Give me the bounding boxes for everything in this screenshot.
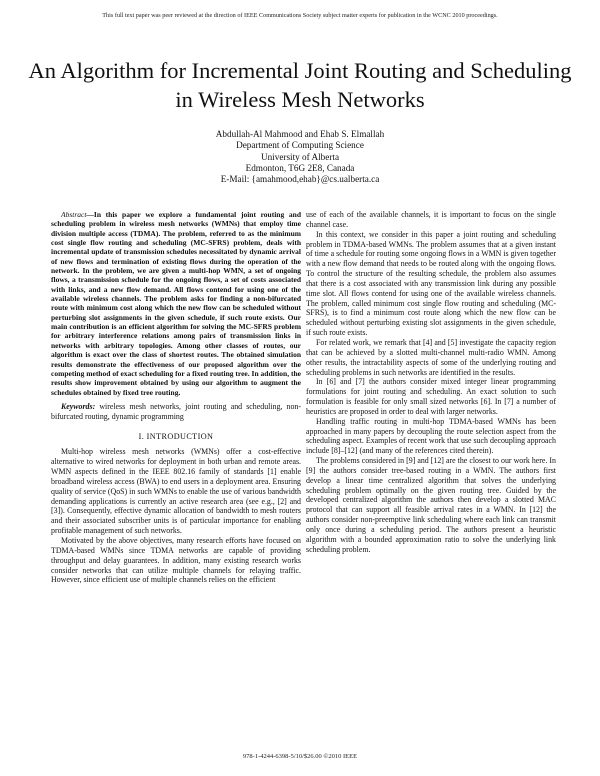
abstract	[51, 210, 301, 397]
author-department: Department of Computing Science	[236, 140, 364, 151]
paper-title: An Algorithm for Incremental Joint Routing and Scheduling in Wireless Mesh Networks	[28, 58, 572, 112]
abstract-label: Abstract	[61, 210, 87, 219]
author-block	[0, 129, 600, 185]
body-paragraph: use of each of the available channels, it is important to focus on the single channel case.	[306, 210, 556, 229]
keywords	[51, 402, 301, 422]
body-paragraph: For related work, we remark that [4] and [5] investigate the capacity region that can be achieved by a slotted multi-channel multi-radio WMN. Among other results, the intractability aspects of some of the underlying routing and scheduling problems in such networks are identified in the results.	[306, 337, 556, 377]
author-email: E-Mail: {amahmood,ehab}@cs.ualberta.ca	[220, 174, 380, 185]
body-paragraph: Motivated by the above objectives, many research efforts have focused on TDMA-based WMNs since TDMA networks are capable of providing throughput and delay guarantees. In addition, many existing research works consider networks that can utilize multiple channels for relaying traffic. However, since efficient use of multiple channels relies on the efficient	[51, 536, 301, 585]
left-column	[51, 210, 301, 585]
keywords-label: Keywords:	[61, 401, 96, 411]
author-names: Abdullah-Al Mahmood and Ehab S. Elmallah	[215, 129, 385, 139]
right-column	[306, 210, 556, 555]
copyright-footer: 978-1-4244-6398-5/10/$26.00 ©2010 IEEE	[242, 753, 358, 760]
author-university: University of Alberta	[260, 151, 340, 162]
body-paragraph: The problems considered in [9] and [12] are the closest to our work here. In [9] the authors consider tree-based routing in a WMN. The authors first develop a linear time centralized algorithm that solves the underlying scheduling problem optimally on the given routing tree. Guided by the developed centralized algorithm the authors then develop a slotted MAC protocol that can support all feasible arrival rates in a WMN. In [12] the authors consider non-preemptive link scheduling where each link can transmit only once during a scheduling period. The authors present a heuristic algorithm with a bounded approximation ratio to solve the underlying link scheduling problem.	[306, 456, 556, 554]
abstract-text: —In this paper we explore a fundamental joint routing and scheduling problem in wireless mesh networks (WMNs) that employ time division multiple access (TDMA). The problem, referred to as the minimum cost single flow routing and scheduling (MC-SFRS) problem, deals with incremental update of transmission schedules necessitated by dynamic arrival of new flows and termination of existing flows during the operation of the network. In the problem, we are given a multi-hop WMN, a set of ongoing flows, a transmission schedule for the ongoing flows, a set of costs associated with links, and a new flow demand. All flows contend for using one of the available wireless channels. The problem asks for finding a non-bifurcated route with minimum cost along which the new flow can be scheduled without perturbing slot assignments in the given schedule, if such route exists. Our main contribution is an efficient algorithm for solving the MC-SFRS problem for arbitrary interference relations among pairs of transmission links in networks with arbitrary topologies. Among other classes of routes, our algorithm is exact over the class of shortest routes. The obtained simulation results demonstrate the effectiveness of our proposed algorithm over the competing method of exact scheduling for a fixed routing tree. In addition, the results show improvement obtained by using our algorithm to augment the schedules obtained by fixed tree routing.	[51, 210, 301, 397]
body-paragraph: Handling traffic routing in multi-hop TDMA-based WMNs has been approached in many papers by decoupling the route selection aspect from the scheduling aspect. Examples of recent work that use such decoupling approach include [8]–[12] (and many of the references cited therein).	[306, 416, 556, 456]
keywords-text: wireless mesh networks, joint routing and scheduling, non-bifurcated routing, dynamic programming	[51, 401, 301, 421]
peer-review-note: This full text paper was peer reviewed at the direction of IEEE Communications Society subject matter experts for publication in the WCNC 2010 proceedings.	[102, 12, 498, 19]
body-paragraph: In this context, we consider in this paper a joint routing and scheduling problem in TDMA-based WMNs. The problem assumes that at a given instant of time a schedule for routing some ongoing flows in a WMN is given together with a new flow demand that needs to be routed along with the ongoing flows. To control the structure of the resulting schedule, the problem also assumes that there is a cost associated with any transmission link during any possible time slot. All flows contend for using one of the available wireless channels. The problem, called minimum cost single flow routing and scheduling (MC-SFRS), is to find a minimum cost route along which the new flow can be scheduled without perturbing existing slot assignments in the given schedule, if such route exists.	[306, 229, 556, 338]
author-address: Edmonton, T6G 2E8, Canada	[245, 162, 355, 173]
section-heading-introduction: I. INTRODUCTION	[138, 431, 214, 441]
body-paragraph: In [6] and [7] the authors consider mixed integer linear programming formulations for joint routing and scheduling. An exact solution to such formulation is feasible for only small sized networks [6]. In [7] a number of heuristics are proposed in order to deal with larger networks.	[306, 377, 556, 416]
body-paragraph: Multi-hop wireless mesh networks (WMNs) offer a cost-effective alternative to wired networks for deployment in both urban and remote areas. WMN aspects defined in the IEEE 802.16 family of standards [1] enable broadband wireless access (BWA) to end users in a deployment area. Ensuring quality of service (QoS) in such WMNs to enable the use of various bandwidth demanding applications is currently an active research area (see e.g., [2] and [3]). Consequently, effective dynamic allocation of bandwidth to mesh routers and their associated subscriber units is of particular importance for enabling profitable management of such networks.	[51, 447, 301, 536]
